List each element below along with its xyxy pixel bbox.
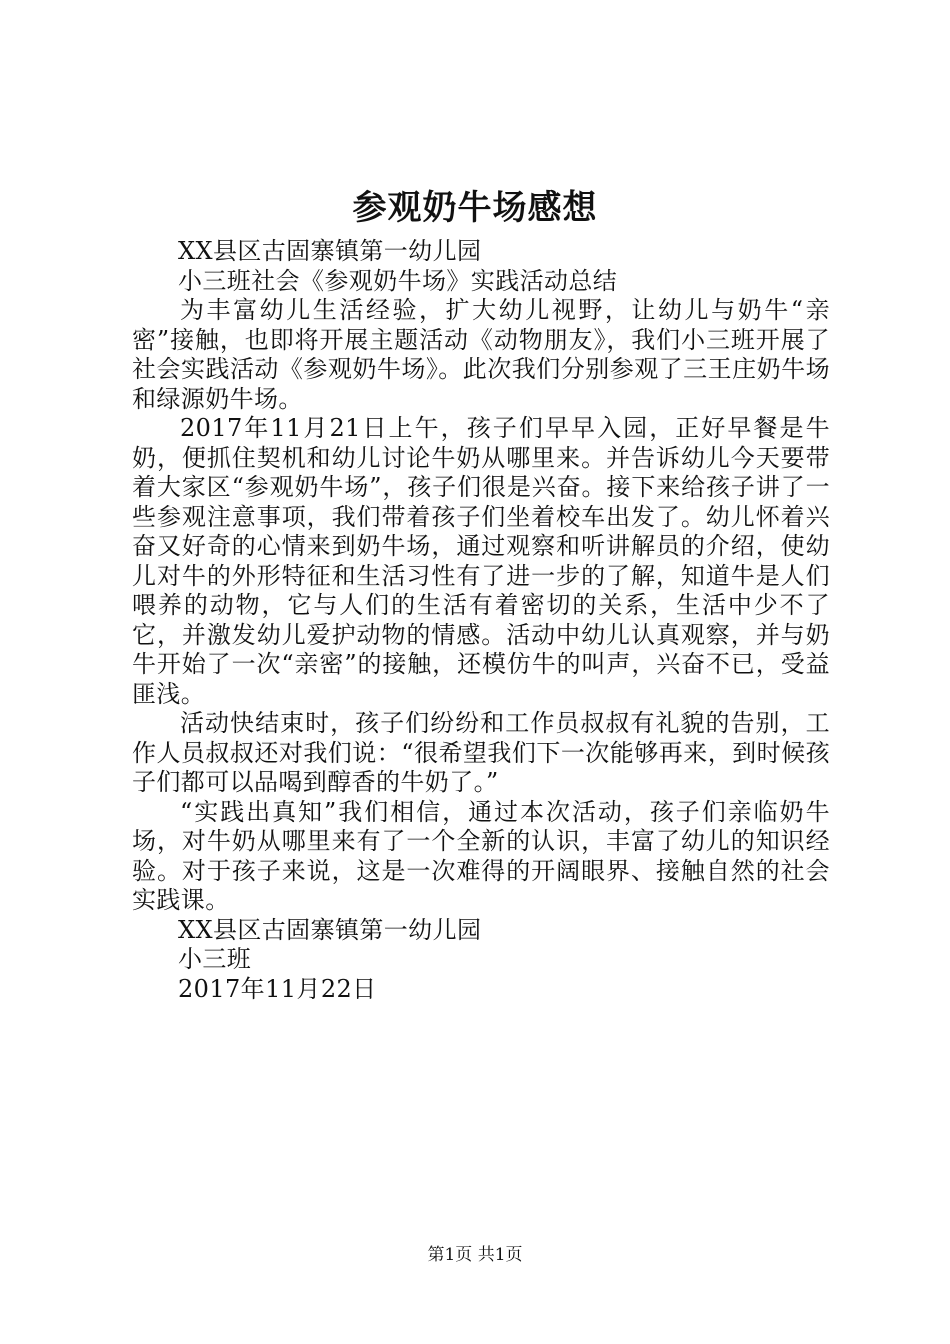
paragraph-intro: 为丰富幼儿生活经验，扩大幼儿视野，让幼儿与奶牛“亲密”接触，也即将开展主题活动《动物朋友》，我们小三班开展了社会实践活动《参观奶牛场》。此次我们分别参观了三王庄奶牛场和绿源奶牛场。 [132,296,830,413]
page-number-footer: 第1页 共1页 [427,1245,523,1265]
paragraph-farewell: 活动快结束时，孩子们纷纷和工作员叔叔有礼貌的告别，工作人员叔叔还对我们说：“很希望我们下一次能够再来，到时候孩子们都可以品喝到醇香的牛奶了。” [132,709,830,796]
header-line-school: XX县区古固寨镇第一幼儿园 [178,237,482,265]
paragraph-conclusion: “实践出真知”我们相信，通过本次活动，孩子们亲临奶牛场，对牛奶从哪里来有了一个全新的认识，丰富了幼儿的知识经验。对于孩子来说，这是一次难得的开阔眼界、接触自然的社会实践课。 [132,797,830,914]
document-body [132,237,830,1004]
signature-class: 小三班 [178,945,252,973]
signature-school: XX县区古固寨镇第一幼儿园 [178,915,482,944]
signature-date: 2017年11月22日 [178,974,377,1003]
paragraph-visit: 2017年11月21日上午，孩子们早早入园，正好早餐是牛奶，便抓住契机和幼儿讨论牛奶从哪里来。并告诉幼儿今天要带着大家区“参观奶牛场”，孩子们很是兴奋。接下来给孩子讲了一些参观注意事项，我们带着孩子们坐着校车出发了。幼儿怀着兴奋又好奇的心情来到奶牛场，通过观察和听讲解员的介绍，使幼儿对牛的外形特征和生活习性有了进一步的了解，知道牛是人们喂养的动物，它与人们的生活有着密切的关系，生活中少不了它，并激发幼儿爱护动物的情感。活动中幼儿认真观察，并与奶牛开始了一次“亲密”的接触，还模仿牛的叫声，兴奋不已，受益匪浅。 [132,414,830,708]
header-line-subtitle: 小三班社会《参观奶牛场》实践活动总结 [178,266,618,295]
document-title: 参观奶牛场感想 [352,188,598,228]
